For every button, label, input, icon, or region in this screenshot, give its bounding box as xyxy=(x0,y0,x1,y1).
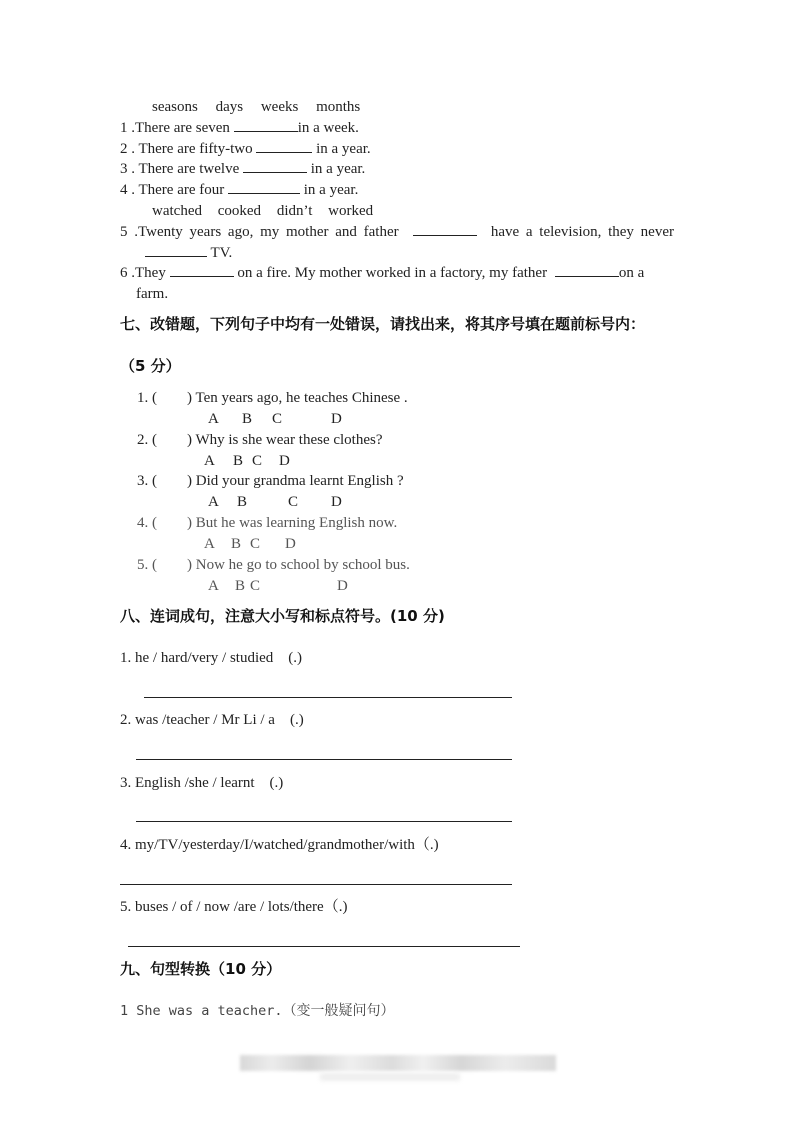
option-letter: B xyxy=(237,494,248,510)
fill-blank-item-1 xyxy=(120,119,359,137)
answer-line-1[interactable] xyxy=(144,697,512,698)
word-bank-word: cooked xyxy=(217,203,262,219)
fill-blank-item-5 xyxy=(120,223,674,241)
option-letter: C xyxy=(272,411,283,427)
word-bank-2 xyxy=(152,202,373,220)
answer-line-4[interactable] xyxy=(120,884,512,885)
option-letter: B xyxy=(233,453,244,469)
item-text: on a fire. My mother worked in a factory, my father xyxy=(233,265,551,281)
answer-blank[interactable] xyxy=(243,160,307,173)
fill-blank-item-4 xyxy=(120,181,358,199)
reorder-item-5: 5. buses / of / now /are / lots/there（.) xyxy=(120,899,348,915)
item-instruction: （变一般疑问句） xyxy=(282,1003,395,1019)
item-text: farm. xyxy=(136,286,169,302)
answer-line-3[interactable] xyxy=(136,821,512,822)
item-text: on a xyxy=(618,265,645,281)
option-letter: A xyxy=(208,578,219,594)
word-bank-word: weeks xyxy=(260,99,299,115)
answer-blank[interactable] xyxy=(234,119,298,132)
section-9-heading: 九、句型转换（10 分） xyxy=(120,960,282,978)
section-7-score: （5 分） xyxy=(120,357,181,375)
answer-blank[interactable] xyxy=(413,223,477,236)
answer-blank[interactable] xyxy=(145,244,207,257)
answer-line-5[interactable] xyxy=(128,946,520,947)
item-text: 6 .They xyxy=(120,265,170,281)
fill-blank-item-2 xyxy=(120,140,371,158)
item-number: 2. ( xyxy=(137,432,157,448)
item-number: 3. ( xyxy=(137,473,157,489)
section-7-heading: 七、改错题，下列句子中均有一处错误，请找出来，将其序号填在题前标号内： xyxy=(120,315,646,333)
error-item-1 xyxy=(137,389,408,407)
reorder-item-3: 3. English /she / learnt (.) xyxy=(120,775,284,791)
fill-blank-item-6 xyxy=(120,264,644,282)
item-text: in a year. xyxy=(300,182,359,198)
option-letter: A xyxy=(204,536,215,552)
option-letter: A xyxy=(208,411,219,427)
fill-blank-item-6-cont xyxy=(136,285,168,303)
item-text: ) Did your grandma learnt English ? xyxy=(187,473,404,489)
item-text: have a television, they never xyxy=(490,224,674,240)
item-text: 2 . There are fifty-two xyxy=(120,141,257,157)
option-letter: D xyxy=(331,411,342,427)
item-text: ) But he was learning English now. xyxy=(187,515,398,531)
option-letter: C xyxy=(250,536,261,552)
item-text: TV. xyxy=(207,245,233,261)
item-number: 5. ( xyxy=(137,557,157,573)
section-8-heading: 八、连词成句，注意大小写和标点符号。(10 分) xyxy=(120,607,445,625)
option-letter: A xyxy=(208,494,219,510)
blurred-footer-shadow xyxy=(320,1073,460,1081)
answer-blank[interactable] xyxy=(228,181,300,194)
item-text: ) Now he go to school by school bus. xyxy=(187,557,410,573)
answer-blank[interactable] xyxy=(555,264,619,277)
item-text: 4 . There are four xyxy=(120,182,229,198)
error-item-5 xyxy=(137,556,410,574)
item-text: ) Ten years ago, he teaches Chinese . xyxy=(187,390,408,406)
word-bank-word: didn’t xyxy=(276,203,313,219)
error-item-2 xyxy=(137,431,383,449)
answer-blank[interactable] xyxy=(256,140,312,153)
item-text: 1 .There are seven xyxy=(120,120,234,136)
transform-item-1 xyxy=(120,1002,395,1020)
item-number: 4. ( xyxy=(137,515,157,531)
blurred-footer xyxy=(240,1055,556,1071)
option-letter: D xyxy=(331,494,342,510)
option-letter: C xyxy=(252,453,263,469)
fill-blank-item-5-cont xyxy=(145,244,232,262)
item-text: 1 She was a teacher. xyxy=(120,1003,283,1019)
item-text: ) Why is she wear these clothes? xyxy=(187,432,383,448)
reorder-item-1: 1. he / hard/very / studied (.) xyxy=(120,650,303,666)
option-letter: C xyxy=(288,494,299,510)
word-bank-1 xyxy=(152,98,360,116)
option-letter: D xyxy=(337,578,348,594)
reorder-item-2: 2. was /teacher / Mr Li / a (.) xyxy=(120,712,304,728)
word-bank-word: months xyxy=(316,99,361,115)
word-bank-word: watched xyxy=(152,203,202,219)
option-letter: B xyxy=(231,536,242,552)
word-bank-word: seasons xyxy=(152,99,198,115)
item-number: 1. ( xyxy=(137,390,157,406)
option-letter: A xyxy=(204,453,215,469)
item-text: 3 . There are twelve xyxy=(120,161,243,177)
answer-blank[interactable] xyxy=(170,264,234,277)
item-text: in a year. xyxy=(307,161,366,177)
word-bank-word: days xyxy=(215,99,244,115)
fill-blank-item-3 xyxy=(120,160,365,178)
item-text: 5 .Twenty years ago, my mother and father xyxy=(120,224,399,240)
error-item-4 xyxy=(137,514,397,532)
option-letter: D xyxy=(285,536,296,552)
word-bank-word: worked xyxy=(328,203,374,219)
option-letter: D xyxy=(279,453,290,469)
option-letter: B xyxy=(242,411,253,427)
reorder-item-4: 4. my/TV/yesterday/I/watched/grandmother/with（.) xyxy=(120,837,439,853)
item-text: in a year. xyxy=(312,141,371,157)
answer-line-2[interactable] xyxy=(136,759,512,760)
option-letter: B xyxy=(235,578,246,594)
error-item-3 xyxy=(137,472,404,490)
item-text: in a week. xyxy=(297,120,359,136)
option-letter: C xyxy=(250,578,261,594)
